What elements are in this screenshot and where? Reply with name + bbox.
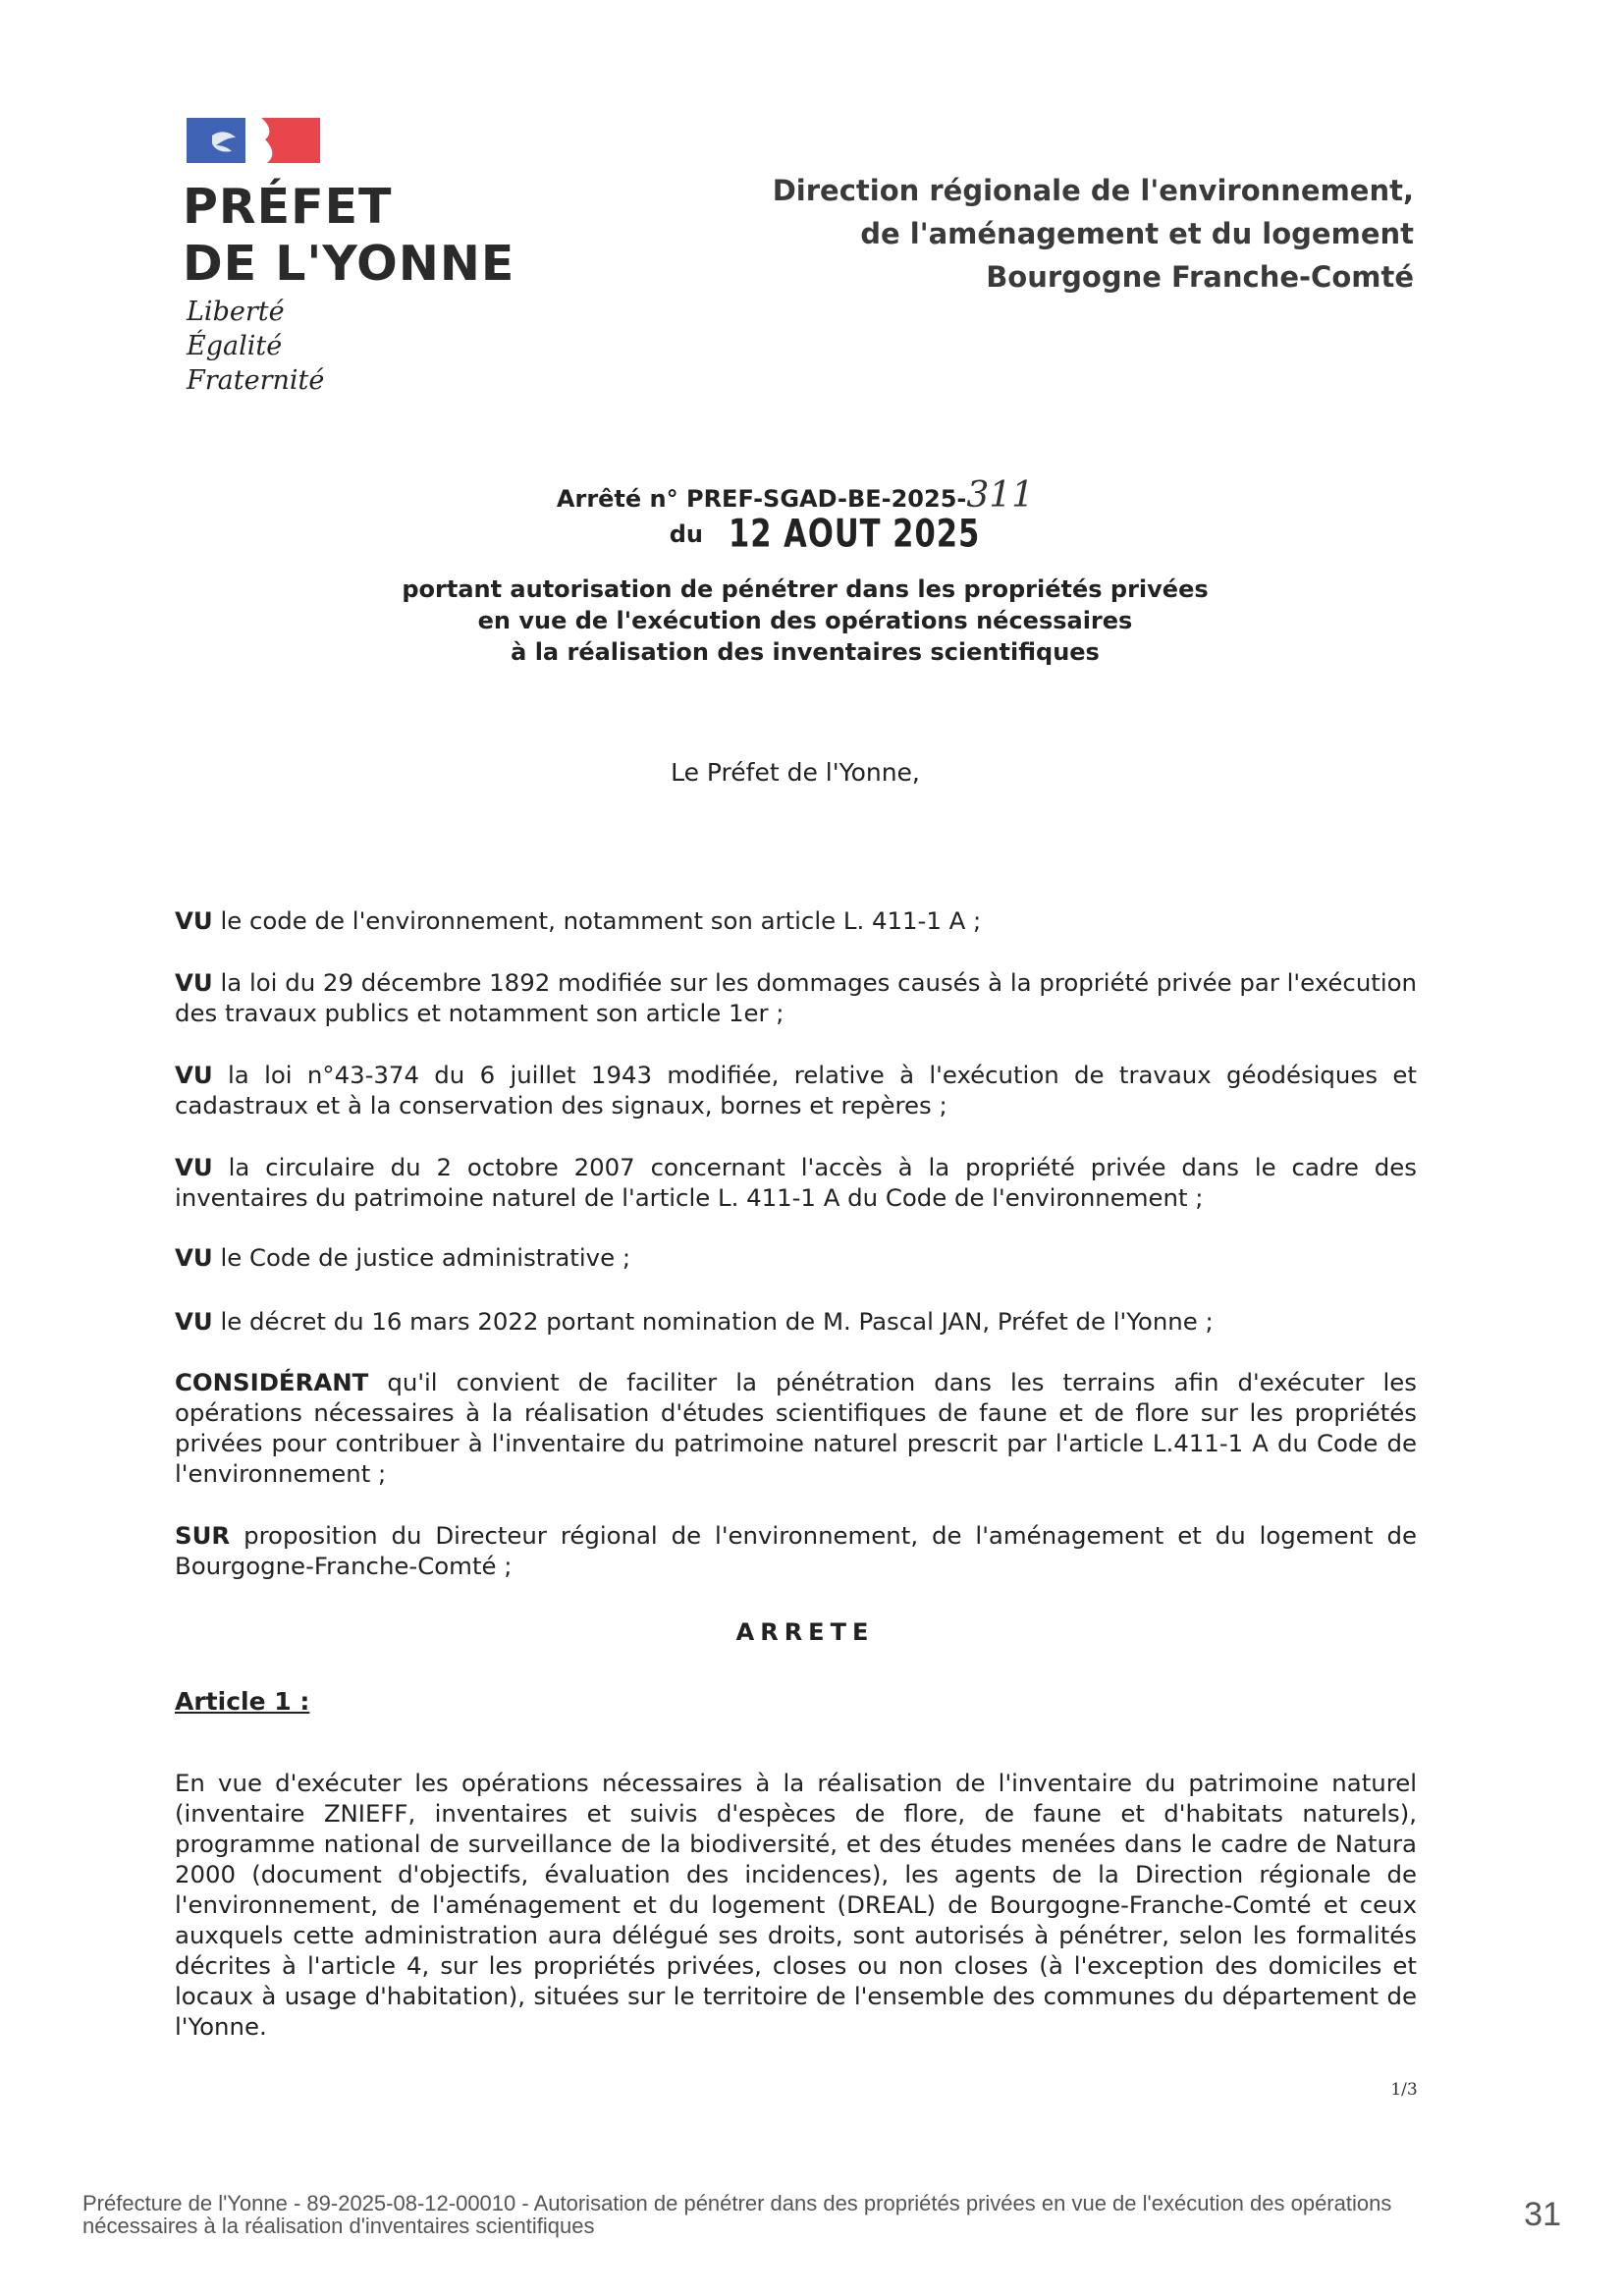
visa-text: la circulaire du 2 octobre 2007 concernant l'accès à la propriété privée dans le cadre des inventaires du patrimoine naturel de l'article L. 411-1 A du Code de l'environnement ; bbox=[175, 1153, 1417, 1212]
direction-line-2: de l'aménagement et du logement bbox=[860, 217, 1414, 250]
visa-paragraph bbox=[175, 905, 1417, 936]
motto-liberte: Liberté bbox=[187, 297, 285, 327]
article-1-title: Article 1 : bbox=[175, 1687, 310, 1716]
visa-lead: VU bbox=[175, 906, 213, 935]
arrete-number-prefix: Arrêté n° PREF-SGAD-BE-2025- bbox=[556, 485, 967, 513]
direction-line-1: Direction régionale de l'environnement, bbox=[772, 174, 1414, 207]
date-prefix: du bbox=[669, 520, 703, 548]
arrete-subject bbox=[373, 574, 1237, 668]
motto-egalite: Égalité bbox=[187, 331, 283, 361]
page-count: 1/3 bbox=[1390, 2080, 1418, 2100]
direction-header bbox=[746, 169, 1414, 299]
visa-lead: VU bbox=[175, 1061, 213, 1089]
visa-lead: VU bbox=[175, 1243, 213, 1272]
subject-line-3: à la réalisation des inventaires scientifiques bbox=[511, 638, 1100, 666]
visa-text: le Code de justice administrative ; bbox=[212, 1243, 631, 1272]
prefet-intro: Le Préfet de l'Yonne, bbox=[671, 758, 920, 787]
article-1-text: En vue d'exécuter les opérations nécessaires à la réalisation de l'inventaire du patrimoine naturel (inventaire ZNIEFF, inventaires et suivis d'espèces de flore, de faune et d'habitats naturels), programme national de surveillance de la biodiversité, et des études menées dans le cadre de Natura 2000 (document d'objectifs, évaluation des incidences), les agents de la Direction régionale de l'environnement, de l'aménagement et du logement (DREAL) de Bourgogne-Franche-Comté et ceux auxquels cette administration aura délégué ses droits, sont autorisés à pénétrer, selon les formalités décrites à l'article 4, sur les propriétés privées, closes ou non closes (à l'exception des domiciles et locaux à usage d'habitation), situées sur le territoire de l'ensemble des communes du département de l'Yonne. bbox=[175, 1769, 1417, 2041]
visa-text: la loi n°43-374 du 6 juillet 1943 modifiée, relative à l'exécution de travaux géodésiques et cadastraux et à la conservation des signaux, bornes et repères ; bbox=[175, 1061, 1417, 1120]
visa-paragraph bbox=[175, 1306, 1417, 1337]
arrete-heading: ARRETE bbox=[735, 1618, 875, 1646]
motto-fraternite: Fraternité bbox=[187, 365, 325, 396]
visa-text: la loi du 29 décembre 1892 modifiée sur les dommages causés à la propriété privée par l'exécution des travaux publics et notamment son article 1er ; bbox=[175, 968, 1417, 1027]
sur-text: proposition du Directeur régional de l'environnement, de l'aménagement et du logement de Bourgogne-Franche-Comté ; bbox=[175, 1521, 1417, 1580]
subject-line-1: portant autorisation de pénétrer dans les propriétés privées bbox=[402, 575, 1209, 603]
arrete-date bbox=[589, 512, 1060, 557]
visa-paragraph bbox=[175, 1152, 1417, 1213]
prefet-line-1: PRÉFET bbox=[183, 179, 393, 235]
page-number: 31 bbox=[1524, 2196, 1561, 2233]
visa-lead: VU bbox=[175, 1307, 213, 1336]
prefet-line-2: DE L'YONNE bbox=[183, 236, 515, 292]
visa-lead: VU bbox=[175, 968, 213, 997]
considerant-lead: CONSIDÉRANT bbox=[175, 1368, 369, 1396]
marianne-logo-icon bbox=[187, 116, 320, 165]
marianne-profile bbox=[245, 118, 260, 163]
footer-text: Préfecture de l'Yonne - 89-2025-08-12-00010 - Autorisation de pénétrer dans des propriétés privées en vue de l'exécution des opérations nécessaires à la réalisation d'inventaires scientifiques bbox=[82, 2191, 1392, 2238]
visa-paragraph bbox=[175, 967, 1417, 1028]
sur-proposition-paragraph bbox=[175, 1520, 1417, 1581]
subject-line-2: en vue de l'exécution des opérations nécessaires bbox=[477, 607, 1133, 634]
sur-lead: SUR bbox=[175, 1521, 231, 1550]
prefet-de-l-yonne-title bbox=[183, 179, 536, 293]
visa-text: le code de l'environnement, notamment son article L. 411-1 A ; bbox=[212, 906, 982, 935]
considerant-text: qu'il convient de faciliter la pénétration dans les terrains afin d'exécuter les opérations nécessaires à la réalisation d'études scientifiques de faune et de flore sur les propriétés privées pour contribuer à l'inventaire du patrimoine naturel prescrit par l'article L.411-1 A du Code de l'environnement ; bbox=[175, 1368, 1417, 1488]
visa-paragraph bbox=[175, 1060, 1417, 1121]
arrete-number-handwritten: 311 bbox=[966, 475, 1035, 516]
flag-red-block bbox=[261, 118, 320, 163]
republic-motto bbox=[187, 295, 383, 398]
date-stamp: 12 AOUT 2025 bbox=[728, 512, 981, 557]
visa-lead: VU bbox=[175, 1153, 213, 1181]
visa-paragraph bbox=[175, 1242, 1417, 1273]
visa-text: le décret du 16 mars 2022 portant nomination de M. Pascal JAN, Préfet de l'Yonne ; bbox=[212, 1307, 1214, 1336]
considerant-paragraph bbox=[175, 1367, 1417, 1489]
direction-line-3: Bourgogne Franche-Comté bbox=[986, 260, 1414, 294]
